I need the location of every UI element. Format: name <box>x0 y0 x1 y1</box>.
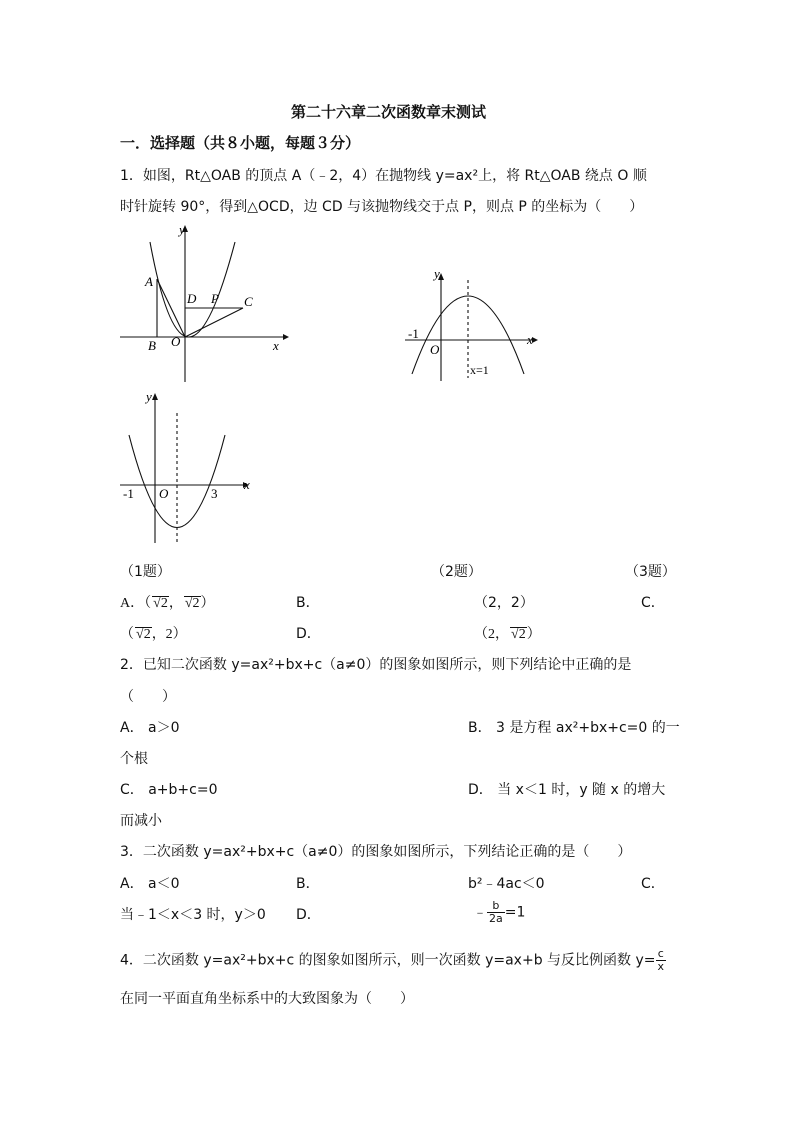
sqrt-symbol: √2 <box>153 596 168 611</box>
fig1-label-a: A <box>145 274 153 289</box>
fig1-label-o: O <box>171 334 181 349</box>
fig1-label-d: D <box>187 291 197 306</box>
q2-option-a[interactable]: A． a＞0 <box>120 720 180 736</box>
q3-option-d-value <box>473 900 525 925</box>
fig2-label-o: O <box>430 342 440 357</box>
q3-option-a[interactable]: A． a＜0 <box>120 876 180 892</box>
q1-a-close: ） <box>200 596 215 611</box>
q1-a-radicand-2: 2 <box>192 596 200 611</box>
q3-d-fraction <box>487 900 505 925</box>
q1-option-b-label[interactable]: B． <box>296 595 320 611</box>
q2-option-d-cont: 而减小 <box>120 813 162 829</box>
caption-fig1: （1题） <box>120 564 171 580</box>
q1-c-radicand: 2 <box>143 627 151 642</box>
q1-d-radicand: 2 <box>518 627 526 642</box>
fig3-label-x: x <box>244 477 250 492</box>
fig3-label-neg1: -1 <box>123 486 134 501</box>
q3-option-b-label[interactable]: B． <box>296 876 320 892</box>
q3-d-equals: =1 <box>504 904 526 921</box>
q3-option-c-label[interactable]: C． <box>641 876 665 892</box>
fig1-label-x: x <box>273 338 279 353</box>
q4-stem-text: 4．二次函数 y=ax²+bx+c 的图象如图所示，则一次函数 y=ax+b 与反比例函数 y= <box>120 952 656 969</box>
q1-stem-line1: 1．如图，Rt△OAB 的顶点 A（﹣2，4）在抛物线 y=ax²上，将 Rt△OAB 绕点 O 顺 <box>120 168 647 184</box>
fig1-segment-oc <box>185 308 243 337</box>
q1-stem-line2: 时针旋转 90°，得到△OCD，边 CD 与该抛物线交于点 P，则点 P 的坐标为（ ） <box>120 199 644 215</box>
fig3-label-y: y <box>146 389 152 404</box>
figure-3 <box>115 388 260 548</box>
fig2-label-axis: x=1 <box>470 363 489 377</box>
q1-c-prefix: （ <box>120 627 134 642</box>
q1-option-a[interactable] <box>120 592 215 612</box>
q3-option-d-label[interactable]: D． <box>296 907 321 923</box>
fig1-parabola <box>150 242 235 337</box>
q3-stem: 3．二次函数 y=ax²+bx+c（a≠0）的图象如图所示，下列结论正确的是（ ） <box>120 844 632 860</box>
q3-d-minus: ﹣ <box>473 904 487 921</box>
q3-option-b-value: b²﹣4ac＜0 <box>468 876 545 892</box>
page-title: 第二十六章二次函数章末测试 <box>291 103 487 121</box>
q4-denominator: x <box>657 960 665 973</box>
q2-option-c[interactable]: C． a+b+c=0 <box>120 782 218 798</box>
fig1-label-c: C <box>244 294 253 309</box>
q1-d-suffix: ） <box>526 627 541 642</box>
fig2-label-neg1: -1 <box>408 326 419 341</box>
q1-d-prefix: （2， <box>474 627 509 642</box>
fig3-label-o: O <box>159 486 169 501</box>
q3-d-denominator: 2a <box>489 912 503 925</box>
fig2-label-x: x <box>527 332 533 347</box>
section-heading: 一．选择题（共８小题，每题３分） <box>120 134 361 152</box>
q1-a-comma: ， <box>168 596 183 611</box>
q4-fraction <box>656 948 667 973</box>
fig1-label-y: y <box>179 222 185 237</box>
q1-option-b-value: （2，2） <box>474 595 534 611</box>
caption-fig2: （2题） <box>431 564 482 580</box>
q1-c-suffix: ，2） <box>151 627 187 642</box>
q1-a-radicand-1: 2 <box>160 596 168 611</box>
fig1-label-b: B <box>148 338 156 353</box>
q1-option-d-value <box>474 623 541 643</box>
sqrt-symbol: √2 <box>511 627 526 642</box>
sqrt-symbol: √2 <box>136 627 151 642</box>
q3-d-numerator: b <box>487 900 505 913</box>
fig1-segment-ao <box>157 279 185 337</box>
fig1-label-p: P <box>211 291 219 306</box>
q4-stem-line1 <box>120 948 666 973</box>
sqrt-symbol: √2 <box>184 596 200 611</box>
q2-stem-line1: 2．已知二次函数 y=ax²+bx+c（a≠0）的图象如图所示，则下列结论中正确的是 <box>120 657 632 673</box>
figure-1 <box>115 222 290 387</box>
q2-option-d[interactable]: D． 当 x＜1 时，y 随 x 的增大 <box>468 782 666 798</box>
q1-option-c-label[interactable]: C． <box>641 595 665 611</box>
q2-option-b-cont: 个根 <box>120 751 148 767</box>
q2-option-b[interactable]: B． 3 是方程 ax²+bx+c=0 的一 <box>468 720 680 736</box>
q1-option-a-prefix: A．（ <box>120 596 152 611</box>
caption-fig3: （3题） <box>625 564 676 580</box>
fig3-label-3: 3 <box>211 486 218 501</box>
q1-option-d-label[interactable]: D． <box>296 626 321 642</box>
q2-stem-line2: （ ） <box>120 689 176 705</box>
q4-stem-line2: 在同一平面直角坐标系中的大致图象为（ ） <box>120 991 414 1007</box>
figure-2 <box>400 268 548 386</box>
fig2-label-y: y <box>434 268 440 281</box>
q1-option-c-value <box>120 623 187 643</box>
q4-numerator: c <box>656 948 667 961</box>
q3-option-c-value: 当﹣1＜x＜3 时，y＞0 <box>120 907 266 923</box>
